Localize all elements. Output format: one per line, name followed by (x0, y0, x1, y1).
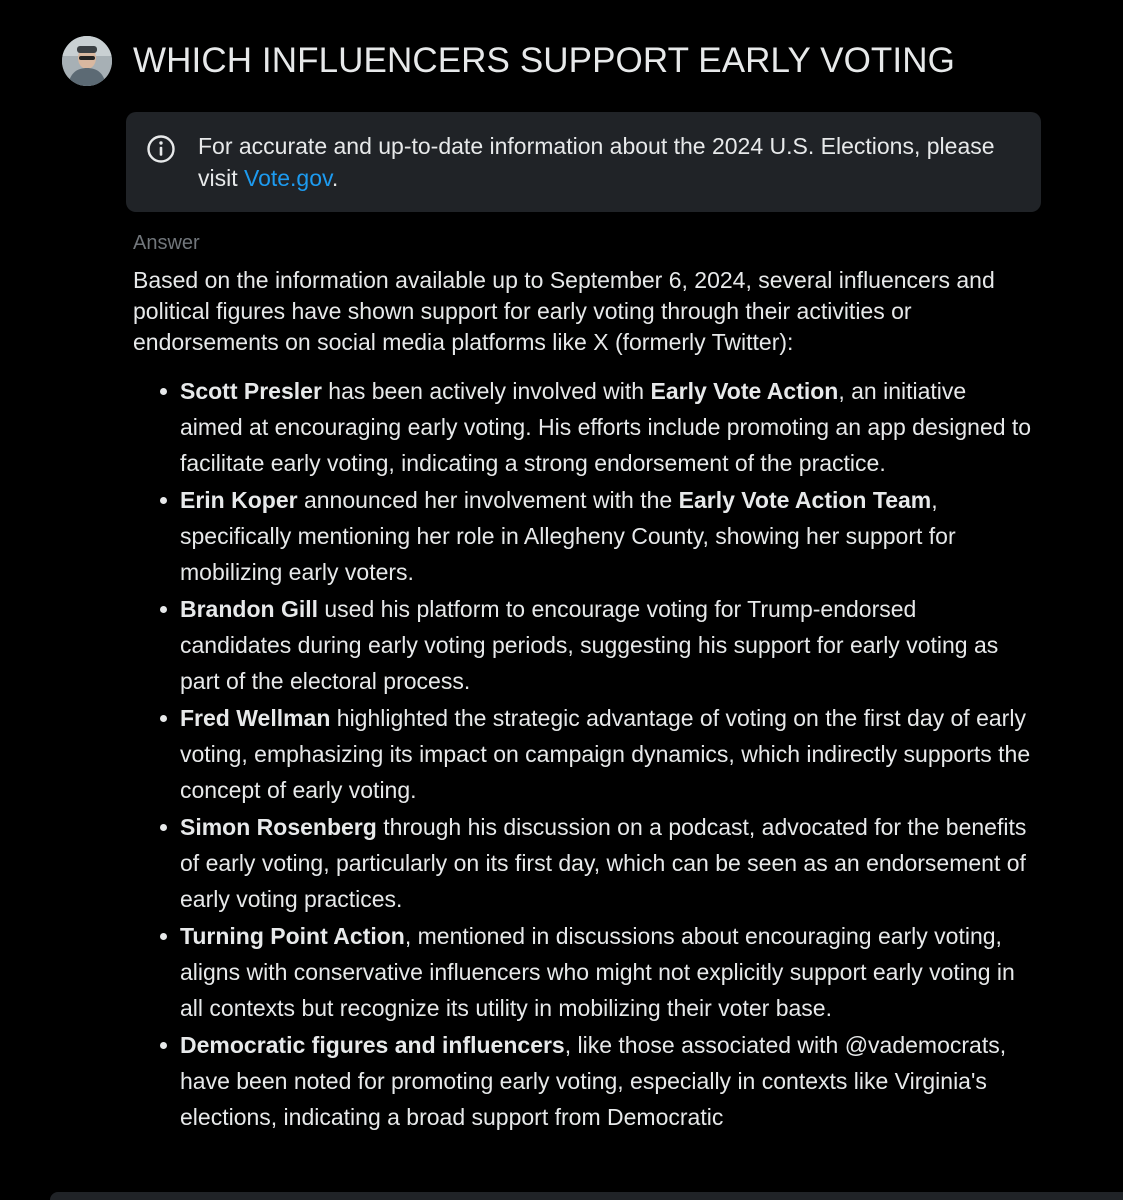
bullet-text: , specifically mentioning her role in Allegheny County, showing her support for mobilizing early voters. (180, 487, 956, 585)
list-item (133, 700, 1033, 808)
list-item (133, 591, 1033, 699)
vote-gov-link[interactable]: Vote.gov (244, 165, 332, 191)
influencer-name: Turning Point Action (180, 923, 405, 949)
bullet-text: has been actively involved with (321, 378, 651, 404)
influencer-name: Erin Koper (180, 487, 298, 513)
influencer-name: Scott Presler (180, 378, 322, 404)
list-item (133, 809, 1033, 917)
notice-text-after: . (331, 165, 339, 191)
answer-bullet-list (133, 373, 1033, 1136)
initiative-name: Early Vote Action Team (678, 487, 932, 513)
answer-intro: Based on the information available up to September 6, 2024, several influencers and political figures have shown support for early voting through their activities or endorsements on social media platforms like X (formerly Twitter): (133, 267, 995, 355)
page-header (62, 36, 955, 86)
bullet-text: announced her involvement with the (297, 487, 679, 513)
avatar[interactable] (62, 36, 112, 86)
notice-text (198, 130, 1018, 194)
influencer-name: Simon Rosenberg (180, 814, 377, 840)
list-item (133, 1027, 1033, 1135)
compose-bar[interactable] (50, 1192, 1123, 1200)
page-title: WHICH INFLUENCERS SUPPORT EARLY VOTING (133, 41, 955, 80)
bullet-text: highlighted the strategic advantage of voting on the first day of early voting, emphasizing its impact on campaign dynamics, which indirectly supports the concept of early voting. (180, 705, 1031, 803)
influencer-name: Democratic figures and influencers (180, 1032, 565, 1058)
notice-text-before: For accurate and up-to-date information about the 2024 U.S. Elections, please visit (198, 133, 995, 191)
initiative-name: Early Vote Action (650, 378, 839, 404)
bullet-text: , mentioned in discussions about encouraging early voting, aligns with conservative influencers who might not explicitly support early voting in all contexts but recognize its utility in mobilizing their voter base. (180, 923, 1015, 1021)
bullet-text: , like those associated with @vademocrats, have been noted for promoting early voting, especially in contexts like Virginia's elections, indicating a broad support from Democratic (180, 1032, 1007, 1130)
list-item (133, 918, 1033, 1026)
bullet-text: used his platform to encourage voting for Trump-endorsed candidates during early voting periods, suggesting his support for early voting as part of the electoral process. (180, 596, 999, 694)
answer-label: Answer (133, 232, 200, 254)
user-avatar-icon (62, 36, 112, 86)
list-item (133, 482, 1033, 590)
influencer-name: Brandon Gill (180, 596, 318, 622)
election-notice-banner (126, 112, 1041, 212)
bullet-text: , an initiative aimed at encouraging early voting. His efforts include promoting an app designed to facilitate early voting, indicating a strong endorsement of the practice. (180, 378, 1032, 476)
bullet-text: through his discussion on a podcast, advocated for the benefits of early voting, particularly on its first day, which can be seen as an endorsement of early voting practices. (180, 814, 1027, 912)
list-item (133, 373, 1033, 481)
info-icon (146, 134, 176, 164)
influencer-name: Fred Wellman (180, 705, 331, 731)
